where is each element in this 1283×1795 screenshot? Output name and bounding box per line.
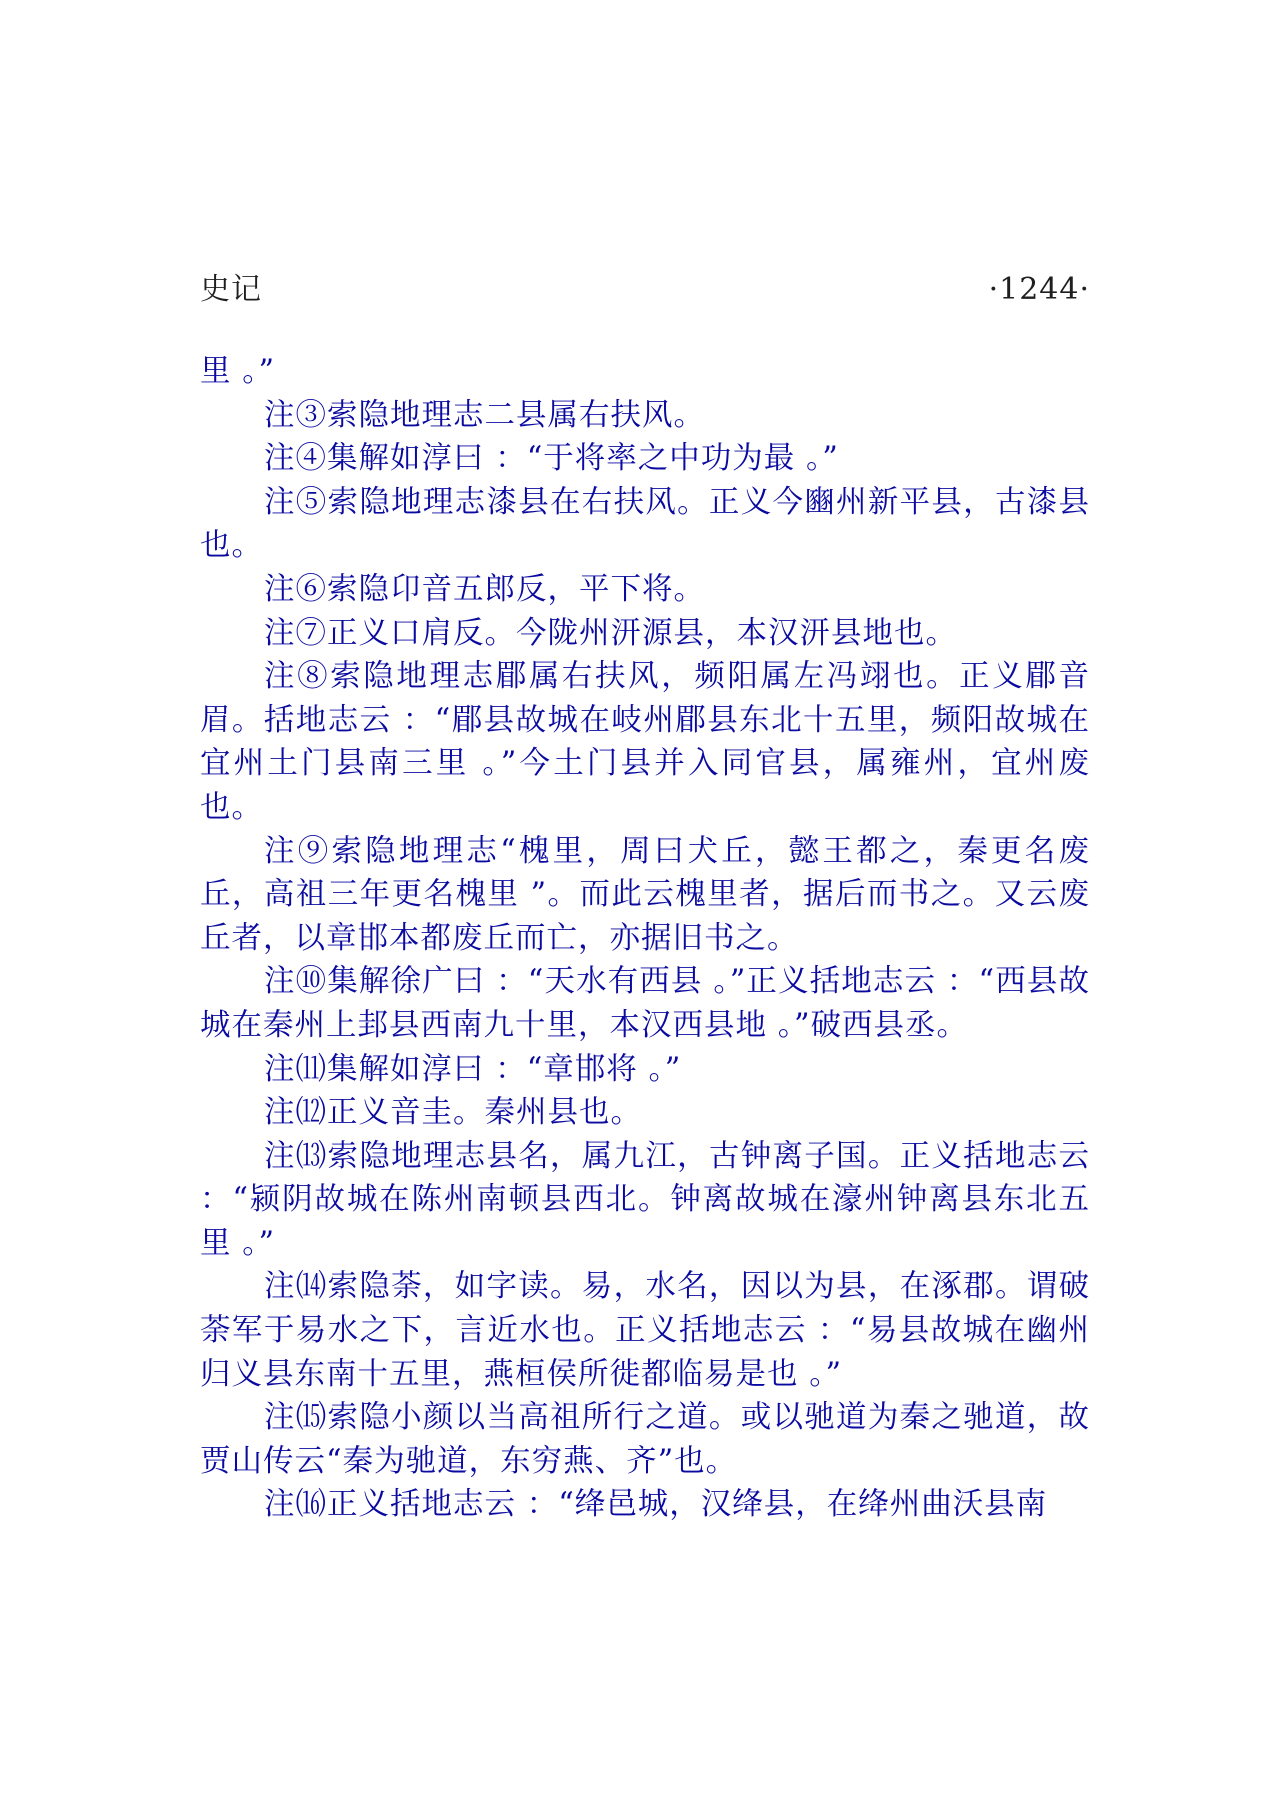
note-paragraph: 注④集解如淳曰 ：“于将率之中功为最 。” [264,441,839,477]
note-paragraph: 注⑥索隐卬音五郎反，平下将。 [264,571,705,607]
note-paragraph: 注⑨索隐地理志“槐里，周曰犬丘，懿王都之，秦更名废丘，高祖三年更名槐里 ”。而此云槐里者，据后而书之。又云废丘者，以章邯本都废丘而亡，亦据旧书之。 [200,833,1090,956]
note-paragraph: 注⒂索隐小颜以当高祖所行之道。或以驰道为秦之驰道，故贾山传云“秦为驰道，东穷燕、齐”也。 [200,1400,1090,1479]
note-paragraph: 注⒀索隐地理志县名，属九江，古钟离子国。正义括地志云 ：“颍阴故城在陈州南顿县西北。钟离故城在濠州钟离县东北五里 。” [200,1138,1090,1261]
note-paragraph: 注⒃正义括地志云 ：“绛邑城，汉绛县，在绛州曲沃县南 [264,1487,1048,1523]
note-paragraph: 注⑾集解如淳曰 ：“章邯将 。” [264,1051,682,1087]
note-paragraph: 注⒁索隐荼，如字读。易，水名，因以为县，在涿郡。谓破荼军于易水之下，言近水也。正义括地志云 ：“易县故城在幽州归义县东南十五里，燕桓侯所徙都临易是也 。” [200,1269,1090,1392]
paragraph-continuation: 里 。” [200,354,276,389]
note-paragraph: 注⑿正义音圭。秦州县也。 [264,1095,642,1131]
note-paragraph: 注⑩集解徐广曰 ：“天水有西县 。”正义括地志云 ：“西县故城在秦州上邽县西南九十里，本汉西县地 。”破西县丞。 [200,964,1090,1043]
note-paragraph: 注⑦正义口肩反。今陇州汧源县，本汉汧县地也。 [264,615,957,651]
note-paragraph: 注⑧索隐地理志郿属右扶风，频阳属左冯翊也。正义郿音眉。括地志云 ：“郿县故城在岐州郿县东北十五里，频阳故城在宜州土门县南三里 。”今土门县并入同官县，属雍州，宜州废也。 [200,659,1090,825]
page-body [200,350,1090,1527]
note-paragraph: 注⑤索隐地理志漆县在右扶风。正义今豳州新平县，古漆县也。 [200,484,1090,564]
page-header [200,268,1090,312]
book-title: 史记 [200,272,262,307]
note-paragraph: 注③索隐地理志二县属右扶风。 [264,397,705,433]
page-number: ·1244· [988,272,1090,307]
